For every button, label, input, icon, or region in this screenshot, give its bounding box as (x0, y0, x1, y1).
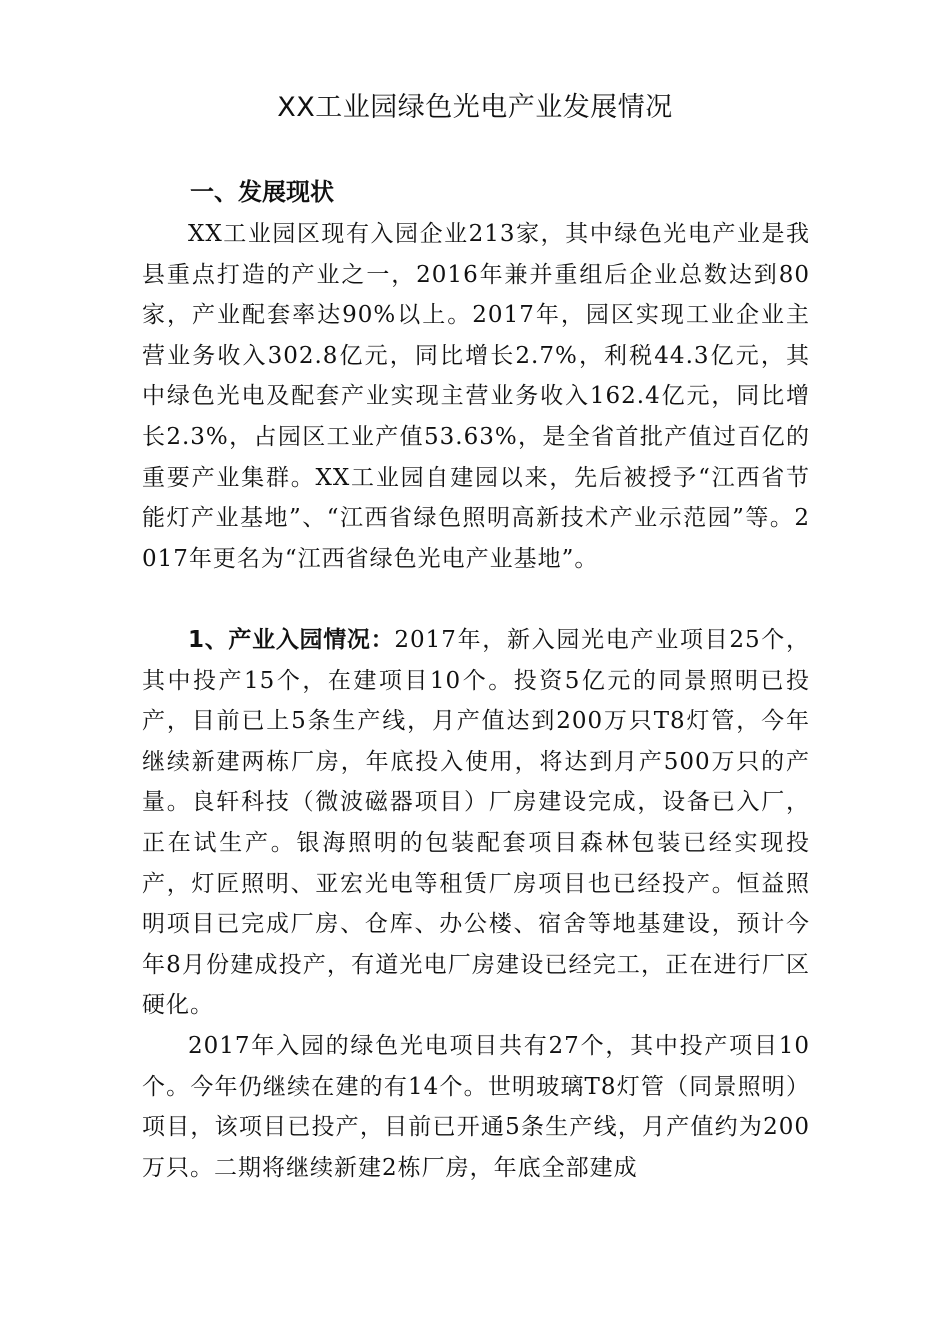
paragraph-industry-entry (142, 620, 810, 1026)
paragraph-2017-projects: 2017年入园的绿色光电项目共有27个，其中投产项目10个。今年仍继续在建的有14个。世明玻璃T8灯管（同景照明）项目，该项目已投产，目前已开通5条生产线，月产值约为200万只。二期将继续新建2栋厂房，年底全部建成 (142, 1033, 810, 1181)
section-heading: 一、发展现状 (190, 178, 334, 206)
paragraph-lead-label: 1、产业入园情况： (188, 627, 395, 653)
paragraph-overview: XX工业园区现有入园企业213家，其中绿色光电产业是我县重点打造的产业之一，2016年兼并重组后企业总数达到80家，产业配套率达90%以上。2017年，园区实现工业企业主营业务收入302.8亿元，同比增长2.7%，利税44.3亿元，其中绿色光电及配套产业实现主营业务收入162.4亿元，同比增长2.3%，占园区工业产值53.63%，是全省首批产值过百亿的重要产业集群。XX工业园自建园以来，先后被授予“江西省节能灯产业基地”、“江西省绿色照明高新技术产业示范园”等。2017年更名为“江西省绿色光电产业基地”。 (142, 221, 810, 572)
paragraph-industry-entry-body: 2017年，新入园光电产业项目25个，其中投产15个，在建项目10个。投资5亿元的同景照明已投产，目前已上5条生产线，月产值达到200万只T8灯管，今年继续新建两栋厂房，年底投入使用，将达到月产500万只的产量。良轩科技（微波磁器项目）厂房建设完成，设备已入厂，正在试生产。银海照明的包装配套项目森林包装已经实现投产，灯匠照明、亚宏光电等租赁厂房项目也已经投产。恒益照明项目已完成厂房、仓库、办公楼、宿舍等地基建设，预计今年8月份建成投产，有道光电厂房建设已经完工，正在进行厂区硬化。 (142, 627, 810, 1019)
document-title: XX工业园绿色光电产业发展情况 (277, 92, 673, 123)
